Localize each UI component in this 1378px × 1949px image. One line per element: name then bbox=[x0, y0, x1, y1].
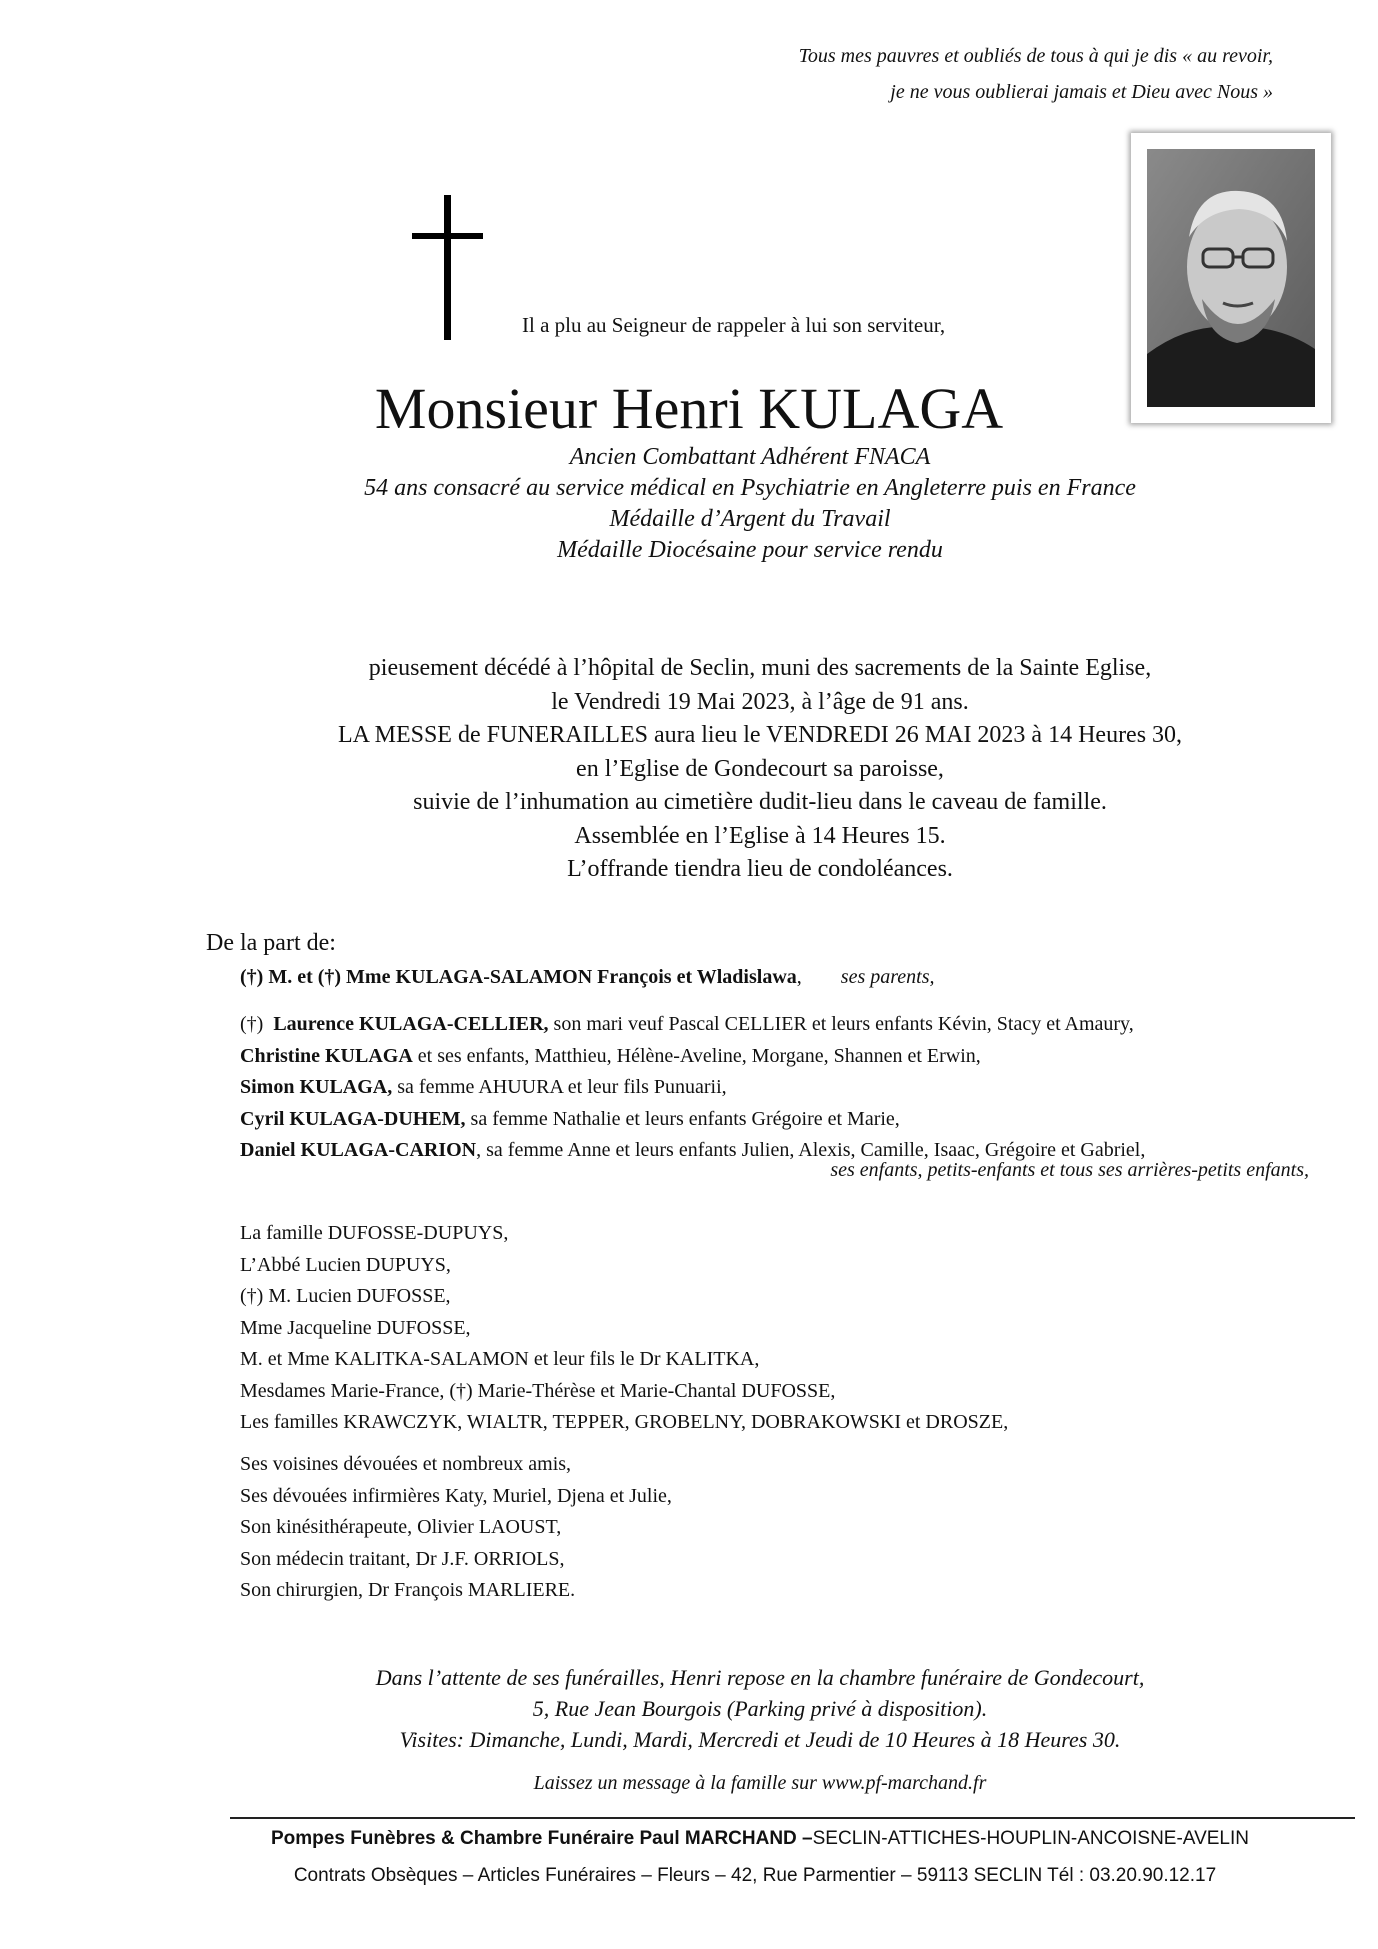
child-name: Cyril KULAGA-DUHEM, bbox=[240, 1107, 466, 1130]
titles-block bbox=[0, 442, 1378, 566]
child-name: Daniel KULAGA-CARION bbox=[240, 1139, 477, 1161]
website-message: Laissez un message à la famille sur www.pf-marchand.fr bbox=[533, 1772, 987, 1794]
resting-place-line: Dans l’attente de ses funérailles, Henri repose en la chambre funéraire de Gondecourt, bbox=[375, 1665, 1145, 1690]
announcement-line: le Vendredi 19 Mai 2023, à l’âge de 91 ans. bbox=[551, 688, 969, 715]
friends-line: Son médecin traitant, Dr J.F. ORRIOLS, bbox=[240, 1547, 565, 1570]
child-name: Laurence KULAGA-CELLIER, bbox=[273, 1013, 549, 1035]
child-details: et ses enfants, Matthieu, Hélène-Aveline, Morgane, Shannen et Erwin, bbox=[412, 1044, 981, 1067]
funeral-home-line bbox=[0, 1828, 1378, 1850]
funeral-home-towns: SECLIN-ATTICHES-HOUPLIN-ANCOISNE-AVELIN bbox=[812, 1828, 1249, 1849]
child-name: Simon KULAGA, bbox=[240, 1076, 393, 1098]
friends-line: Son kinésithérapeute, Olivier LAOUST, bbox=[240, 1516, 562, 1538]
funeral-home-name: Pompes Funèbres & Chambre Funéraire Paul MARCHAND – bbox=[271, 1828, 813, 1849]
divider bbox=[230, 1817, 1355, 1819]
children-relation: ses enfants, petits-enfants et tous ses arrières-petits enfants, bbox=[830, 1159, 1309, 1181]
epigraph-line-2: je ne vous oublierai jamais et Dieu avec Nous » bbox=[890, 81, 1273, 103]
epigraph-line-1: Tous mes pauvres et oubliés de tous à qui je dis « au revoir, bbox=[798, 45, 1273, 67]
family-line: La famille DUFOSSE-DUPUYS, bbox=[240, 1222, 509, 1244]
family-line: M. et Mme KALITKA-SALAMON et leur fils le Dr KALITKA, bbox=[240, 1348, 760, 1370]
child-line bbox=[240, 1072, 1145, 1104]
friends-line: Son chirurgien, Dr François MARLIERE. bbox=[240, 1579, 576, 1601]
title-line: Médaille Diocésaine pour service rendu bbox=[557, 537, 943, 563]
parents-line bbox=[240, 966, 934, 989]
friends-block bbox=[240, 1449, 672, 1607]
announcement-line: LA MESSE de FUNERAILLES aura lieu le VENDREDI 26 MAI 2023 à 14 Heures 30, bbox=[337, 722, 1183, 748]
child-details: , sa femme Anne et leurs enfants Julien, Alexis, Camille, Isaac, Grégoire et Gabriel, bbox=[476, 1139, 1146, 1161]
family-line: Mme Jacqueline DUFOSSE, bbox=[240, 1316, 471, 1339]
parents-relation: ses parents, bbox=[840, 966, 935, 988]
family-line: Mesdames Marie-France, (†) Marie-Thérèse et Marie-Chantal DUFOSSE, bbox=[240, 1379, 836, 1402]
family-line: Les familles KRAWCZYK, WIALTR, TEPPER, GROBELNY, DOBRAKOWSKI et DROSZE, bbox=[240, 1411, 1009, 1433]
friends-line: Ses voisines dévouées et nombreux amis, bbox=[240, 1453, 572, 1475]
cross-icon bbox=[398, 195, 503, 340]
announcement-line: suivie de l’inhumation au cimetière dudit-lieu dans le caveau de famille. bbox=[413, 789, 1107, 815]
resting-place-line: Visites: Dimanche, Lundi, Mardi, Mercredi et Jeudi de 10 Heures à 18 Heures 30. bbox=[399, 1727, 1121, 1752]
child-line bbox=[240, 1041, 1145, 1073]
parents-names: (†) M. et (†) Mme KULAGA-SALAMON François et Wladislawa bbox=[240, 966, 797, 988]
friends-line: Ses dévouées infirmières Katy, Muriel, Djena et Julie, bbox=[240, 1484, 672, 1507]
announcement-line: Assemblée en l’Eglise à 14 Heures 15. bbox=[574, 822, 946, 849]
parents-comma: , bbox=[796, 966, 802, 988]
family-block bbox=[240, 1218, 1008, 1439]
title-line: Médaille d’Argent du Travail bbox=[609, 506, 891, 532]
announcement-line: pieusement décédé à l’hôpital de Seclin, muni des sacrements de la Sainte Eglise, bbox=[368, 655, 1152, 681]
announcement-block bbox=[0, 652, 1378, 887]
child-line bbox=[240, 1104, 1145, 1136]
family-line: L’Abbé Lucien DUPUYS, bbox=[240, 1253, 451, 1276]
title-line: 54 ans consacré au service médical en Psychiatrie en Angleterre puis en France bbox=[364, 475, 1136, 501]
deceased-mark: (†) bbox=[240, 1013, 274, 1035]
child-line bbox=[240, 1009, 1145, 1041]
title-line: Ancien Combattant Adhérent FNACA bbox=[569, 444, 931, 470]
child-details: sa femme Nathalie et leurs enfants Grégoire et Marie, bbox=[465, 1107, 900, 1130]
announcement-line: en l’Eglise de Gondecourt sa paroisse, bbox=[576, 755, 944, 782]
child-details: son mari veuf Pascal CELLIER et leurs enfants Kévin, Stacy et Amaury, bbox=[548, 1013, 1134, 1035]
intro-line: Il a plu au Seigneur de rappeler à lui son serviteur, bbox=[522, 313, 946, 337]
children-block bbox=[240, 1009, 1145, 1167]
portrait-image bbox=[1147, 149, 1315, 407]
announcement-line: L’offrande tiendra lieu de condoléances. bbox=[567, 856, 953, 882]
family-line: (†) M. Lucien DUFOSSE, bbox=[240, 1285, 451, 1307]
epigraph bbox=[799, 38, 1273, 110]
child-name: Christine KULAGA bbox=[240, 1044, 413, 1067]
resting-place-line: 5, Rue Jean Bourgois (Parking privé à disposition). bbox=[532, 1696, 988, 1721]
from-label: De la part de: bbox=[206, 930, 336, 956]
resting-place-block bbox=[0, 1662, 1378, 1755]
deceased-name: Monsieur Henri KULAGA bbox=[374, 376, 1004, 441]
child-details: sa femme AHUURA et leur fils Punuarii, bbox=[392, 1076, 727, 1098]
funeral-home-contact: Contrats Obsèques – Articles Funéraires – Fleurs – 42, Rue Parmentier – 59113 SECLIN Tél : 03.20.90.12.17 bbox=[293, 1865, 1217, 1886]
